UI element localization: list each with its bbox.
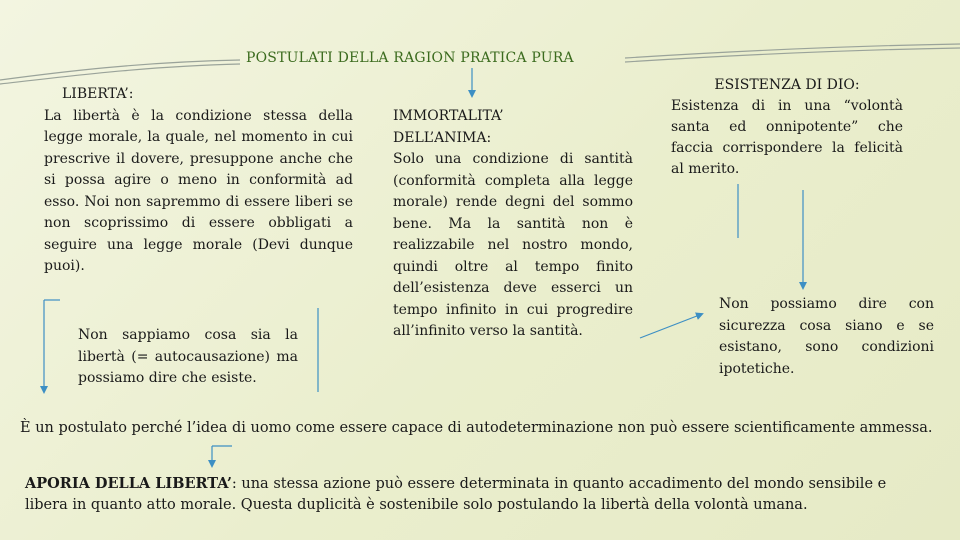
page-title: POSTULATI DELLA RAGION PRATICA PURA (246, 50, 574, 66)
liberta-block (44, 84, 353, 278)
nonpossiamo-block: Non possiamo dire con sicurezza cosa siano e se esistano, sono condizioni ipotetiche. (719, 296, 934, 377)
esistenza-block (671, 75, 903, 180)
aporia-block (25, 473, 930, 516)
immortalita-heading: IMMORTALITA’ DELL’ANIMA: (393, 108, 504, 146)
aporia-text: : una stessa azione può essere determinata in quanto accadimento del mondo sensibile e libera in quanto atto morale. Questa duplicità è sostenibile solo postulando la libertà della volontà umana. (25, 476, 887, 513)
esistenza-heading: ESISTENZA DI DIO: (714, 77, 860, 93)
aporia-label: APORIA DELLA LIBERTA’ (25, 475, 232, 492)
immortalita-block (393, 106, 633, 343)
liberta-heading: LIBERTA’: (62, 86, 134, 102)
immortalita-text: Solo una condizione di santità (conformità completa alla legge morale) rende degni del sommo bene. Ma la santità non è realizzabile nel nostro mondo, quindi oltre al tempo finito dell’esistenza deve esserci un tempo infinito in cui progredire all’infinito verso la santità. (393, 151, 633, 339)
sappiamo-block: Non sappiamo cosa sia la libertà (= autocausazione) ma possiamo dire che esiste. (78, 327, 298, 386)
esistenza-text: Esistenza di in una “volontà santa ed onnipotente” che faccia corrispondere la felicità al merito. (671, 98, 903, 177)
arrow-to-nonpossiamo (640, 314, 702, 338)
postulato-text: È un postulato perché l’idea di uomo come essere capace di autodeterminazione non può essere scientificamente ammessa. (20, 420, 933, 436)
liberta-text: La libertà è la condizione stessa della legge morale, la quale, nel momento in cui prescrive il dovere, presuppone anche che si possa agire o meno in conformità ad esso. Noi non sapremmo di essere liberi se non scoprissimo di essere obbligati a seguire una legge morale (Devi dunque puoi). (44, 107, 353, 274)
